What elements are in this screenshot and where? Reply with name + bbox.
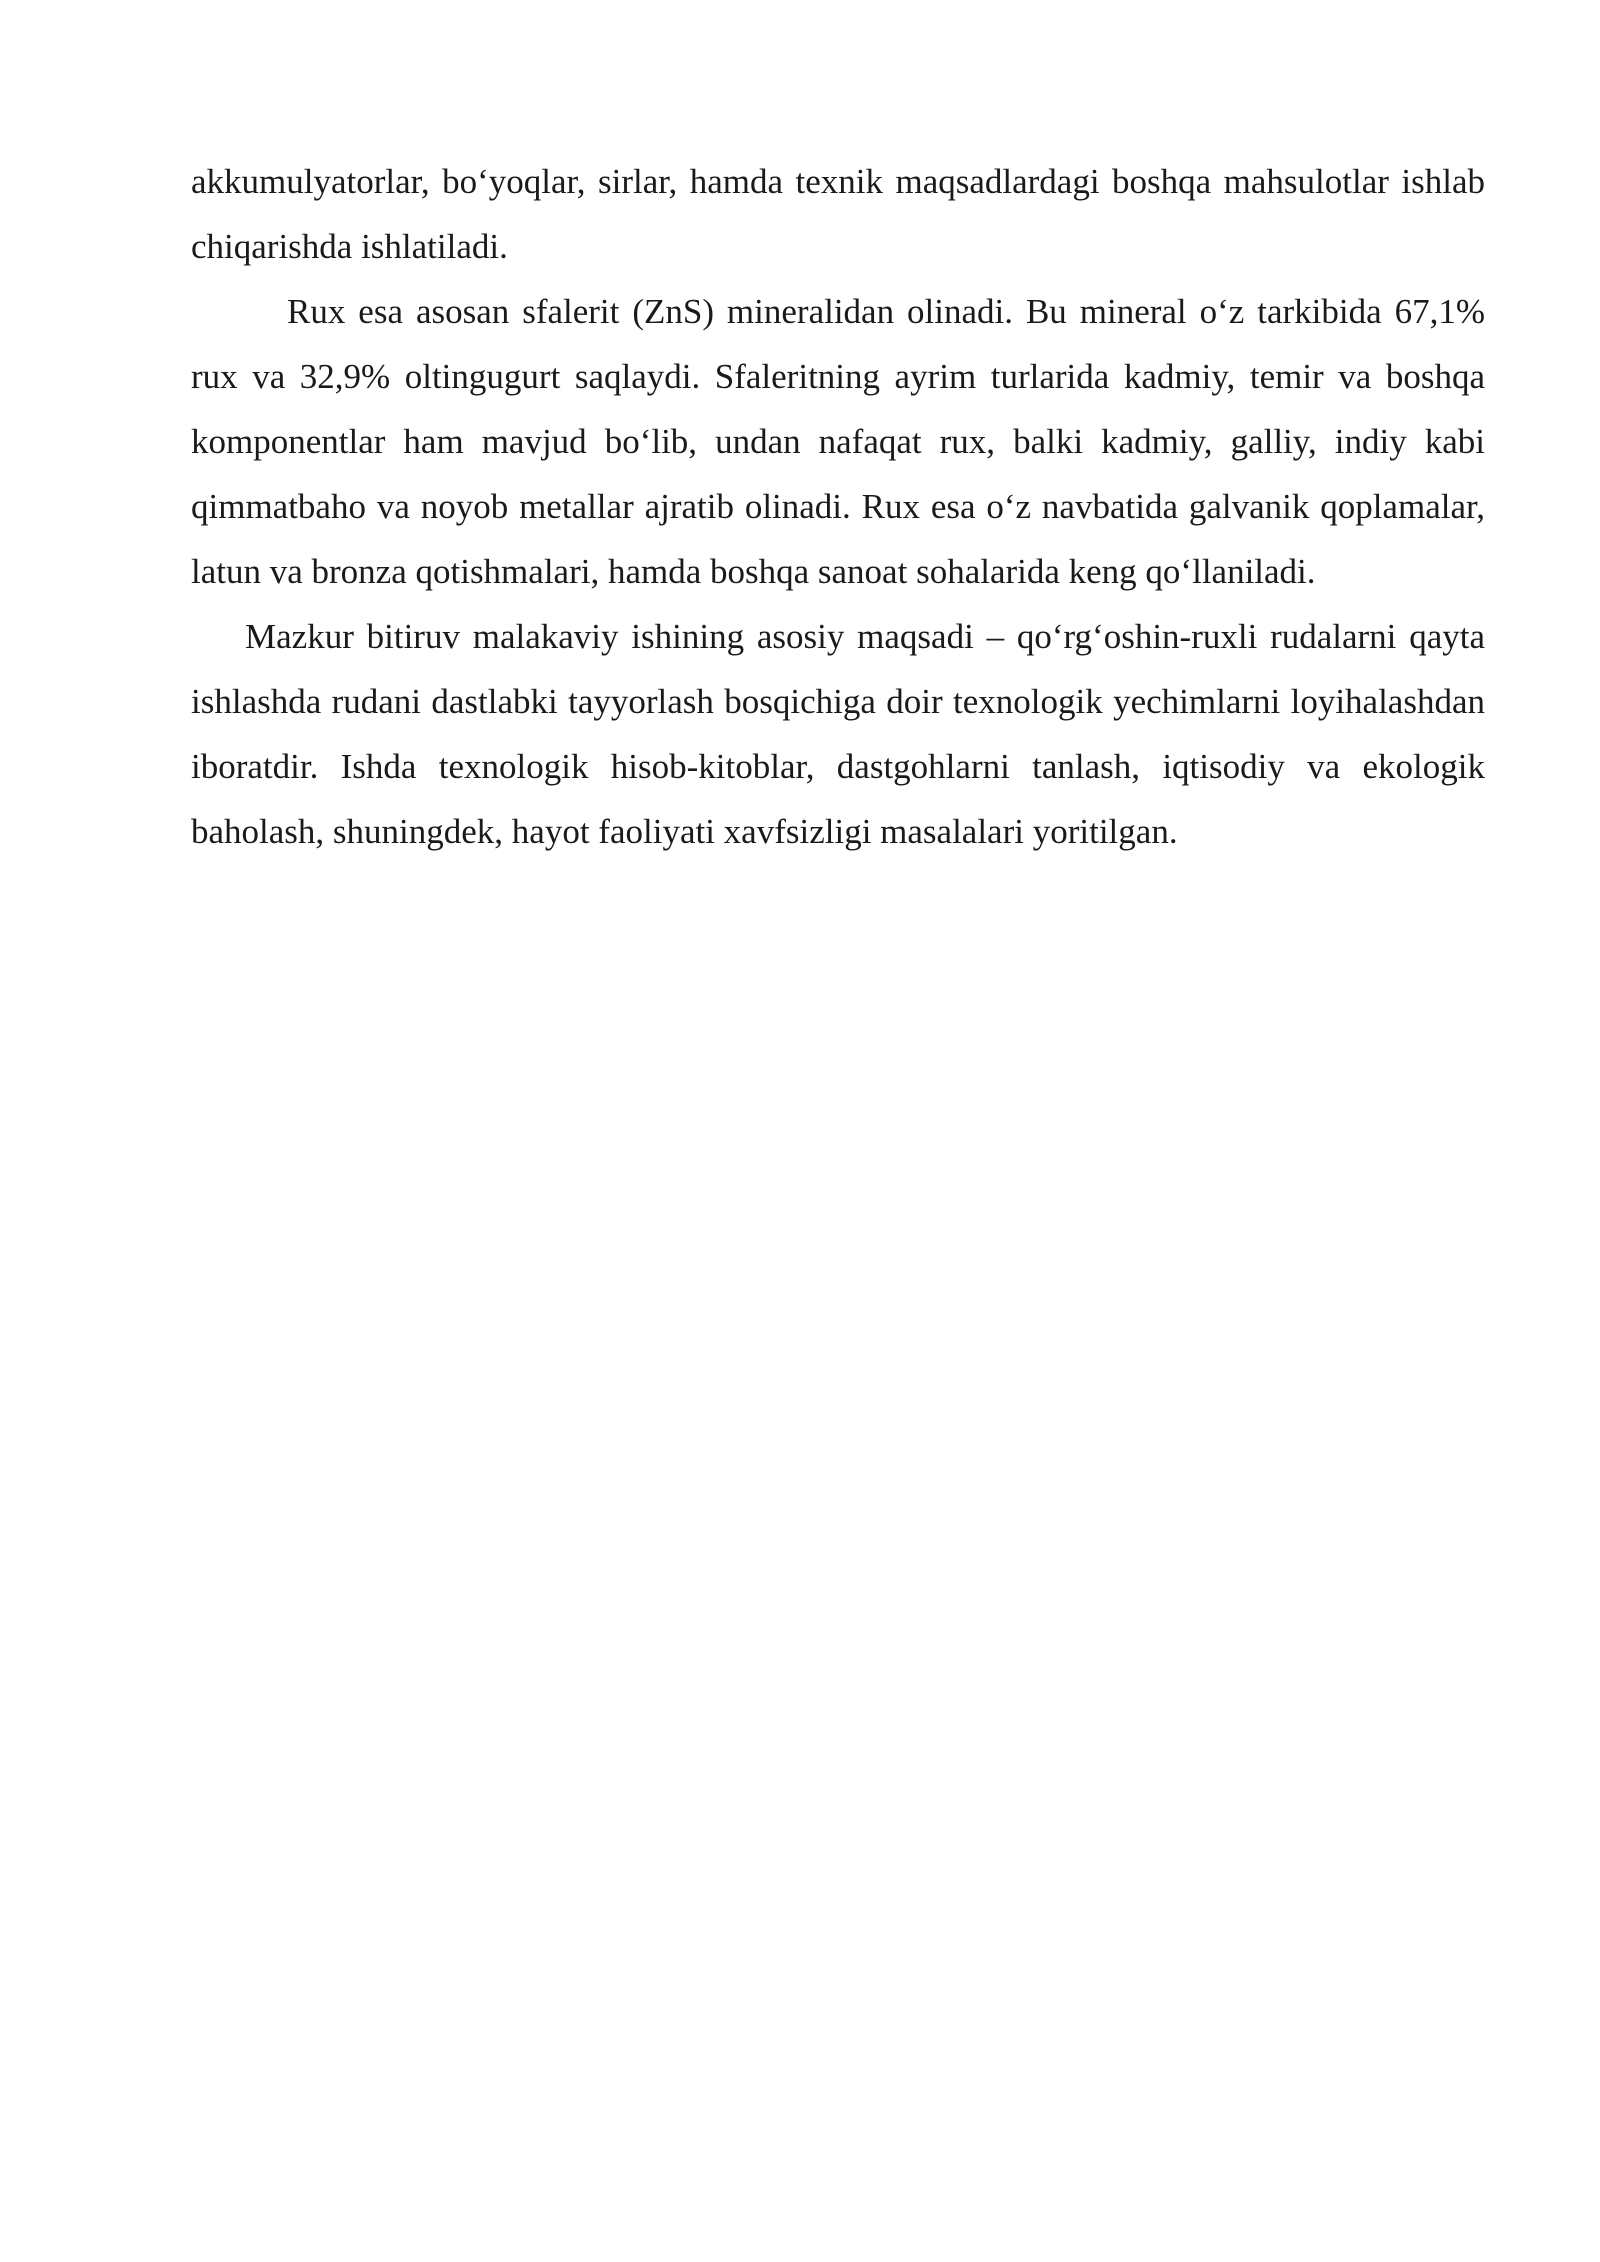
- paragraph-thesis-goal: Mazkur bitiruv malakaviy ishining asosiy maqsadi – qo‘rg‘oshin-ruxli rudalarni qayta ishlashda rudani dastlabki tayyorlash bosqichiga doir texnologik yechimlarni loyihalashdan iboratdir. Ishda texnologik hisob-kitoblar, dastgohlarni tanlash, iqtisodiy va ekologik baholash, shuningdek, hayot faoliyati xavfsizligi masalalari yoritilgan.: [191, 617, 1485, 851]
- paragraph-continuation: akkumulyatorlar, bo‘yoqlar, sirlar, hamda texnik maqsadlardagi boshqa mahsulotlar ishlab chiqarishda ishlatiladi.: [191, 162, 1485, 266]
- document-body: [191, 149, 1485, 864]
- paragraph-zinc-source: Rux esa asosan sfalerit (ZnS) mineralidan olinadi. Bu mineral o‘z tarkibida 67,1% rux va 32,9% oltingugurt saqlaydi. Sfaleritning ayrim turlarida kadmiy, temir va boshqa komponentlar ham mavjud bo‘lib, undan nafaqat rux, balki kadmiy, galliy, indiy kabi qimmatbaho va noyob metallar ajratib olinadi. Rux esa o‘z navbatida galvanik qoplamalar, latun va bronza qotishmalari, hamda boshqa sanoat sohalarida keng qo‘llaniladi.: [191, 292, 1485, 591]
